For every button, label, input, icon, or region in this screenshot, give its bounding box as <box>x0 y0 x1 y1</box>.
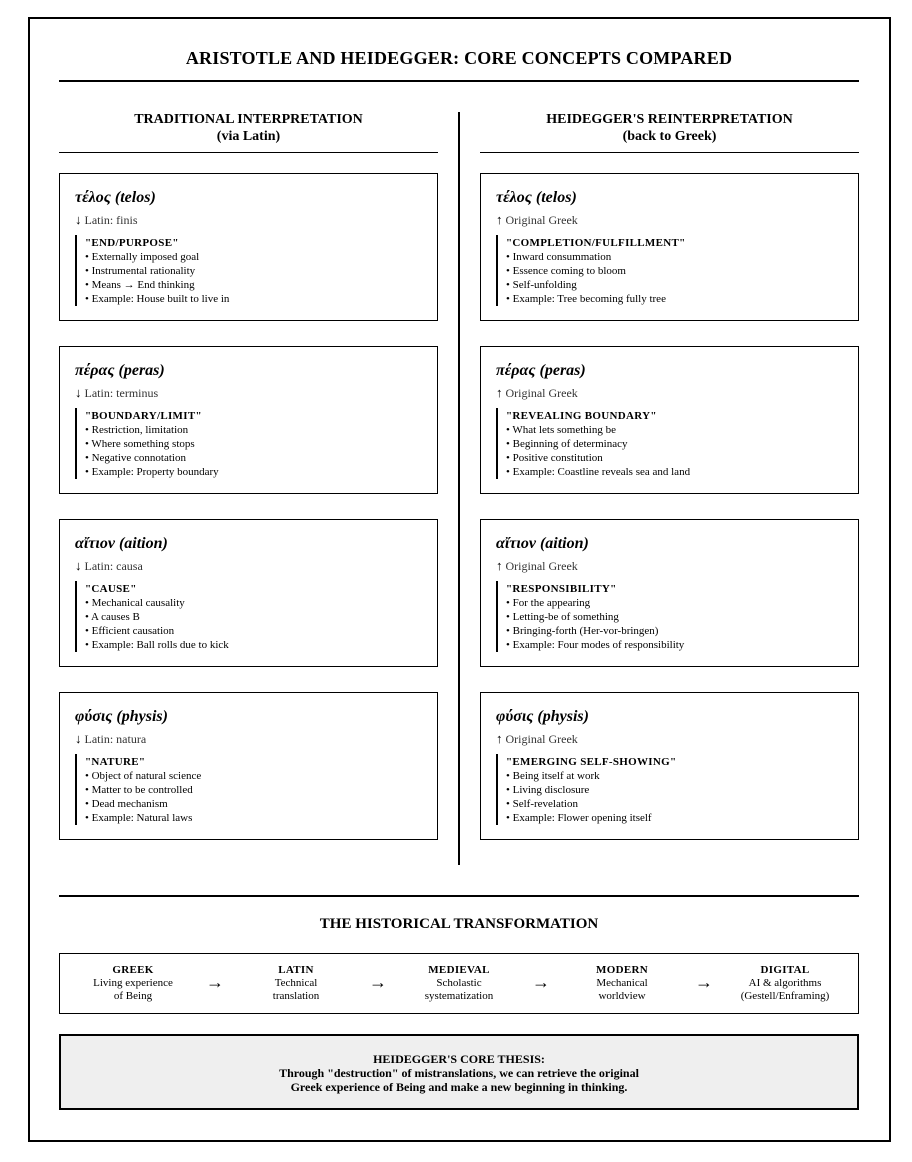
list-item: • Example: Property boundary <box>85 466 219 478</box>
concept-card-telos-heidegger <box>480 173 859 321</box>
concept-body <box>75 581 437 652</box>
list-item: • Negative connotation <box>85 452 186 464</box>
concept-label: "RESPONSIBILITY" <box>506 583 617 595</box>
list-item: • Example: Flower opening itself <box>506 812 652 824</box>
stage-desc-line: of Being <box>113 990 153 1002</box>
stage-desc-line: Technical <box>274 977 318 989</box>
stage-medieval <box>404 964 514 1003</box>
right-heading-rule <box>480 152 859 153</box>
concept-body <box>496 754 858 825</box>
list-item: • For the appearing <box>506 597 591 609</box>
concept-card-telos-traditional <box>59 173 438 321</box>
list-item: • Example: Tree becoming fully tree <box>506 293 666 305</box>
stage-desc-line: worldview <box>598 990 646 1002</box>
concept-origin <box>496 212 858 228</box>
concept-origin <box>75 731 437 747</box>
concept-body <box>75 235 437 306</box>
origin-text: Latin: natura <box>84 732 147 746</box>
concept-origin <box>496 731 858 747</box>
list-item: • Positive constitution <box>506 452 603 464</box>
right-arrow-icon: → <box>532 972 550 992</box>
concept-term: αἴτιον (aition) <box>496 535 589 552</box>
up-arrow-icon: ↑ <box>496 212 503 227</box>
list-item: • Mechanical causality <box>85 597 185 609</box>
transformation-title: THE HISTORICAL TRANSFORMATION <box>319 916 599 932</box>
stage-name: MEDIEVAL <box>428 964 490 976</box>
list-item: • Inward consummation <box>506 251 612 263</box>
origin-text: Original Greek <box>505 559 578 573</box>
left-heading-rule <box>59 152 438 153</box>
up-arrow-icon: ↑ <box>496 385 503 400</box>
list-item: • Essence coming to bloom <box>506 265 626 277</box>
list-item: • What lets something be <box>506 424 616 436</box>
title-rule <box>59 80 859 82</box>
list-item: • Living disclosure <box>506 784 590 796</box>
right-column-heading <box>480 111 859 145</box>
stage-name: GREEK <box>112 964 154 976</box>
concept-label: "END/PURPOSE" <box>85 237 179 249</box>
concept-origin <box>496 385 858 401</box>
stage-name: MODERN <box>596 964 648 976</box>
down-arrow-icon: ↓ <box>75 212 82 227</box>
list-item: • Beginning of determinacy <box>506 438 628 450</box>
concept-term: τέλος (telos) <box>496 189 577 206</box>
down-arrow-icon: ↓ <box>75 385 82 400</box>
concept-card-aition-heidegger <box>480 519 859 667</box>
transformation-timeline <box>59 953 859 1014</box>
list-item: • Example: Coastline reveals sea and land <box>506 466 691 478</box>
concept-origin <box>75 558 437 574</box>
concept-label: "COMPLETION/FULFILLMENT" <box>506 237 686 249</box>
concept-label: "REVEALING BOUNDARY" <box>506 410 657 422</box>
concept-term: πέρας (peras) <box>496 362 586 379</box>
concept-label: "NATURE" <box>85 756 146 768</box>
concept-term: πέρας (peras) <box>75 362 165 379</box>
concept-card-aition-traditional <box>59 519 438 667</box>
right-arrow-icon: → <box>369 972 387 992</box>
stage-desc-line: systematization <box>424 990 494 1002</box>
down-arrow-icon: ↓ <box>75 731 82 746</box>
stage-digital <box>730 964 840 1003</box>
list-item: • Externally imposed goal <box>85 251 200 263</box>
section-rule <box>59 895 859 897</box>
stage-desc-line: (Gestell/Enframing) <box>740 990 830 1002</box>
list-item: • Bringing-forth (Her-vor-bringen) <box>506 625 659 637</box>
page-title: ARISTOTLE AND HEIDEGGER: CORE CONCEPTS COMPARED <box>185 48 733 68</box>
concept-origin <box>496 558 858 574</box>
list-item: • Object of natural science <box>85 770 202 782</box>
thesis-line: Greek experience of Being and make a new beginning in thinking. <box>290 1080 628 1094</box>
list-item: • Means → End thinking <box>85 279 195 291</box>
origin-text: Original Greek <box>505 213 578 227</box>
concept-term: τέλος (telos) <box>75 189 156 206</box>
stage-name: DIGITAL <box>760 964 810 976</box>
list-item: • Example: Natural laws <box>85 812 193 824</box>
concept-label: "BOUNDARY/LIMIT" <box>85 410 202 422</box>
right-arrow-icon: → <box>695 972 713 992</box>
stage-desc-line: AI & algorithms <box>748 977 822 989</box>
origin-text: Latin: finis <box>84 213 138 227</box>
list-item: • Where something stops <box>85 438 195 450</box>
concept-label: "EMERGING SELF-SHOWING" <box>506 756 677 768</box>
left-heading-text: TRADITIONAL INTERPRETATION <box>134 112 363 127</box>
down-arrow-icon: ↓ <box>75 558 82 573</box>
concept-term: φύσις (physis) <box>496 708 589 725</box>
thesis-heading: HEIDEGGER'S CORE THESIS: <box>373 1052 545 1066</box>
stage-latin <box>241 964 351 1003</box>
list-item: • Instrumental rationality <box>85 265 196 277</box>
origin-text: Latin: terminus <box>84 386 159 400</box>
concept-card-peras-traditional <box>59 346 438 494</box>
list-item: • Self-revelation <box>506 798 578 810</box>
list-item: • Dead mechanism <box>85 798 168 810</box>
concept-body <box>75 754 437 825</box>
concept-body <box>496 581 858 652</box>
core-thesis-box <box>59 1034 859 1110</box>
right-arrow-icon: → <box>206 972 224 992</box>
list-item: • Being itself at work <box>506 770 600 782</box>
origin-text: Original Greek <box>505 386 578 400</box>
up-arrow-icon: ↑ <box>496 731 503 746</box>
concept-origin <box>75 212 437 228</box>
concept-origin <box>75 385 437 401</box>
concept-card-physis-traditional <box>59 692 438 840</box>
list-item: • Example: Four modes of responsibility <box>506 639 685 651</box>
stage-desc-line: Scholastic <box>436 977 482 989</box>
concept-card-physis-heidegger <box>480 692 859 840</box>
right-subheading-text: (back to Greek) <box>622 129 717 144</box>
list-item: • Example: Ball rolls due to kick <box>85 639 229 651</box>
stage-desc-line: Living experience <box>93 977 173 989</box>
stage-greek <box>78 964 188 1003</box>
stage-modern <box>567 964 677 1003</box>
concept-term: αἴτιον (aition) <box>75 535 168 552</box>
concept-body <box>75 408 437 479</box>
list-item: • Self-unfolding <box>506 279 577 291</box>
concept-label: "CAUSE" <box>85 583 137 595</box>
stage-name: LATIN <box>278 964 314 976</box>
concept-card-peras-heidegger <box>480 346 859 494</box>
origin-text: Original Greek <box>505 732 578 746</box>
concept-body <box>496 408 858 479</box>
list-item: • Example: House built to live in <box>85 293 230 305</box>
origin-text: Latin: causa <box>84 559 143 573</box>
column-divider <box>458 112 460 865</box>
list-item: • Letting-be of something <box>506 611 619 623</box>
left-column-heading <box>59 111 438 145</box>
stage-desc-line: Mechanical <box>596 977 648 989</box>
left-subheading-text: (via Latin) <box>216 129 281 144</box>
list-item: • A causes B <box>85 611 140 623</box>
thesis-line: Through "destruction" of mistranslations, we can retrieve the original <box>279 1066 639 1080</box>
list-item: • Restriction, limitation <box>85 424 189 436</box>
right-heading-text: HEIDEGGER'S REINTERPRETATION <box>546 112 793 127</box>
concept-term: φύσις (physis) <box>75 708 168 725</box>
list-item: • Efficient causation <box>85 625 175 637</box>
concept-body <box>496 235 858 306</box>
list-item: • Matter to be controlled <box>85 784 193 796</box>
up-arrow-icon: ↑ <box>496 558 503 573</box>
stage-desc-line: translation <box>272 990 320 1002</box>
